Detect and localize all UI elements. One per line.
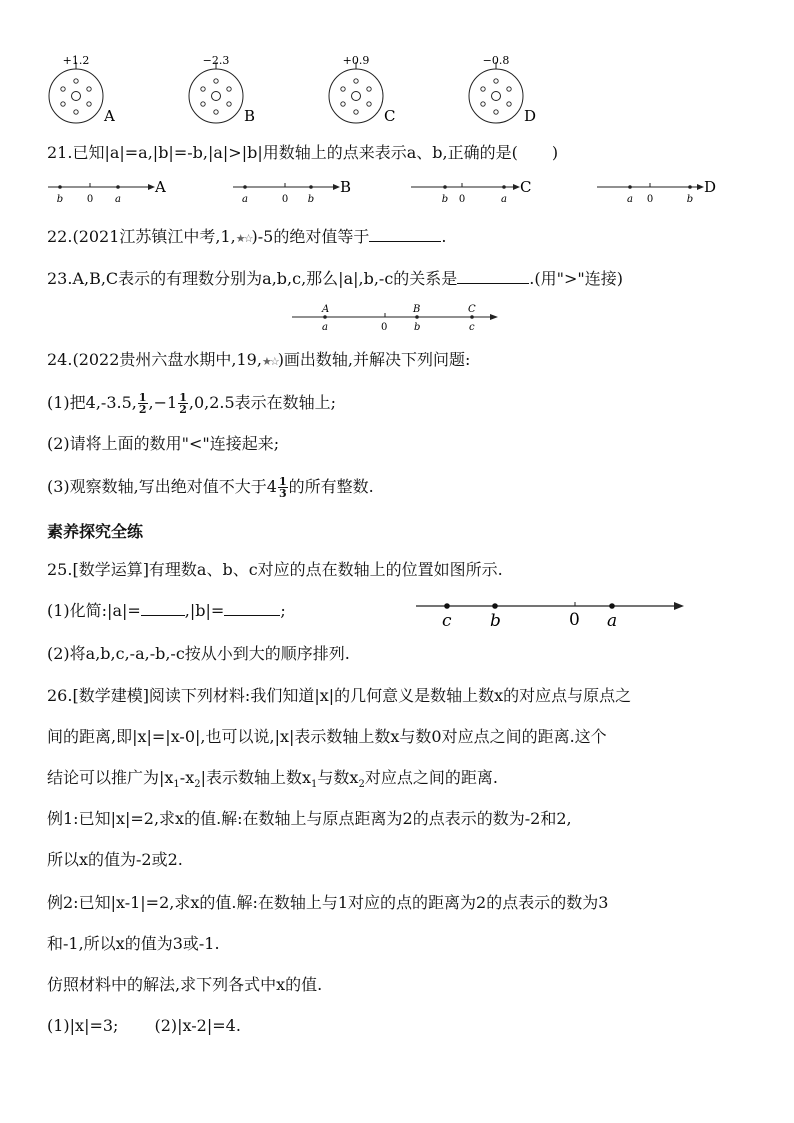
point-label: a xyxy=(627,194,633,205)
q26-line8: 仿照材料中的解法,求下列各式中x的值. xyxy=(47,975,323,994)
point-label: 0 xyxy=(281,194,289,205)
dial-1 xyxy=(49,54,115,125)
q21-option-A[interactable] xyxy=(48,178,166,205)
dial-center-hole xyxy=(492,92,501,101)
q25-label-c: c xyxy=(442,611,452,631)
dials-figure xyxy=(0,0,794,130)
q25-label-a: a xyxy=(607,611,618,631)
difficulty-star-icon: ★☆ xyxy=(261,355,278,368)
dial-hole xyxy=(354,79,358,83)
q22-answer-blank[interactable] xyxy=(369,227,441,242)
q23-label-a: a xyxy=(322,322,328,333)
fraction-one-half-b: $\frac{1}{2}$ xyxy=(179,391,187,416)
dial-hole xyxy=(367,102,371,106)
q25-text: 25.[数学运算]有理数a、b、c对应的点在数轴上的位置如图所示. xyxy=(47,560,503,579)
axis-arrow-icon xyxy=(333,184,340,190)
point-label: a xyxy=(242,194,248,205)
q25-abs-a-blank[interactable] xyxy=(141,601,185,616)
dial-hole xyxy=(354,110,358,114)
axis-arrow-icon xyxy=(513,184,520,190)
dial-value: +1.2 xyxy=(62,54,90,67)
q23-point-A: A xyxy=(322,304,330,315)
dial-hole xyxy=(481,87,485,91)
q26-line5: 所以x的值为-2或2. xyxy=(47,850,183,869)
dial-label: C xyxy=(384,107,396,125)
option-label: B xyxy=(340,178,352,196)
point-label: 0 xyxy=(646,194,654,205)
dial-hole xyxy=(341,87,345,91)
q23-answer-blank[interactable] xyxy=(457,269,529,284)
dial-hole xyxy=(214,79,218,83)
q23-point-B: B xyxy=(413,304,421,315)
q23-label-b: b xyxy=(414,322,421,333)
dial-value: −2.3 xyxy=(202,54,230,67)
dial-4 xyxy=(469,54,536,125)
point-label: a xyxy=(115,194,121,205)
option-label: D xyxy=(704,178,717,196)
q23-label-c: c xyxy=(469,322,475,333)
q24-part1: (1)把4,-3.5, $\frac{1}{2}$ ,−1 $\frac{1}{2}$ ,0,2.5表示在数轴上; xyxy=(47,391,337,416)
dial-hole xyxy=(74,110,78,114)
q24-part2: (2)请将上面的数用"<"连接起来; xyxy=(47,434,280,453)
axis-arrow-icon xyxy=(697,184,704,190)
axis-arrow-icon xyxy=(148,184,155,190)
q25-part1: (1)化简:|a|= ,|b|= ; xyxy=(47,601,286,620)
dial-center-hole xyxy=(212,92,221,101)
number-line-point xyxy=(628,185,632,189)
q23-text: 23.A,B,C表示的有理数分别为a,b,c,那么|a|,b,-c的关系是 .(用">"连接) xyxy=(47,269,623,288)
dial-label: D xyxy=(524,107,537,125)
point-label: 0 xyxy=(86,194,94,205)
number-line-point xyxy=(58,185,62,189)
q25-label-b: b xyxy=(490,611,501,631)
q25-abs-b-blank[interactable] xyxy=(224,601,280,616)
q24-part3: (3)观察数轴,写出绝对值不大于4 $\frac{1}{3}$ 的所有整数. xyxy=(47,475,374,500)
q24-text: 24.(2022贵州六盘水期中,19,★☆)画出数轴,并解决下列问题: xyxy=(47,350,471,369)
dial-center-hole xyxy=(72,92,81,101)
q22-text: 22.(2021江苏镇江中考,1,★☆)-5的绝对值等于 . xyxy=(47,227,447,246)
q21-option-B[interactable] xyxy=(233,178,351,205)
dial-hole xyxy=(341,102,345,106)
difficulty-star-icon: ★☆ xyxy=(235,232,252,245)
q21-option-D[interactable] xyxy=(597,178,716,205)
number-line-point xyxy=(502,185,506,189)
q23-point-C: C xyxy=(468,304,476,315)
q25-part2: (2)将a,b,c,-a,-b,-c按从小到大的顺序排列. xyxy=(47,644,350,663)
dial-hole xyxy=(507,102,511,106)
dial-hole xyxy=(227,87,231,91)
number-line-point xyxy=(243,185,247,189)
number-line-point xyxy=(443,185,447,189)
number-line-point xyxy=(309,185,313,189)
dial-hole xyxy=(61,87,65,91)
dial-hole xyxy=(201,102,205,106)
q21-options xyxy=(0,175,794,210)
number-line-point xyxy=(116,185,120,189)
dial-outer-circle xyxy=(469,69,523,123)
dial-hole xyxy=(494,79,498,83)
point-label: b xyxy=(441,194,449,205)
q26-line6: 例2:已知|x-1|=2,求x的值.解:在数轴上与1对应的点的距离为2的点表示的数为3 xyxy=(47,893,609,912)
dial-hole xyxy=(367,87,371,91)
q26-line9: (1)|x|=3; (2)|x-2|=4. xyxy=(47,1016,241,1035)
q25-number-line xyxy=(410,592,700,632)
point-label: a xyxy=(501,194,507,205)
dial-hole xyxy=(87,87,91,91)
q23-number-line xyxy=(280,300,510,336)
q26-line7: 和-1,所以x的值为3或-1. xyxy=(47,934,220,953)
dial-hole xyxy=(87,102,91,106)
point-label: b xyxy=(307,194,315,205)
q26-line2: 间的距离,即|x|=|x-0|,也可以说,|x|表示数轴上数x与数0对应点之间的距离.这个 xyxy=(47,727,607,746)
dial-hole xyxy=(61,102,65,106)
q26-line3: 结论可以推广为$|x_1-x_2|$表示数轴上数$x_1$与数$x_2$对应点之间的距离. xyxy=(47,768,498,791)
option-label: C xyxy=(520,178,532,196)
q26-line1: 26.[数学建模]阅读下列材料:我们知道|x|的几何意义是数轴上数x的对应点与原点之 xyxy=(47,686,632,705)
dial-hole xyxy=(214,110,218,114)
option-label: A xyxy=(155,178,166,196)
dial-hole xyxy=(227,102,231,106)
point-label: b xyxy=(686,194,694,205)
dial-center-hole xyxy=(352,92,361,101)
fraction-one-half: $\frac{1}{2}$ xyxy=(138,391,147,416)
q25-label-zero: 0 xyxy=(569,610,580,630)
dial-label: A xyxy=(104,107,115,125)
dial-hole xyxy=(507,87,511,91)
section-title: 素养探究全练 xyxy=(47,522,144,541)
q21-option-C[interactable] xyxy=(411,178,531,205)
point-label: b xyxy=(56,194,64,205)
dial-hole xyxy=(481,102,485,106)
dial-hole xyxy=(494,110,498,114)
dial-outer-circle xyxy=(49,69,103,123)
dial-outer-circle xyxy=(329,69,383,123)
number-line-point xyxy=(688,185,692,189)
q26-line4: 例1:已知|x|=2,求x的值.解:在数轴上与原点距离为2的点表示的数为-2和2, xyxy=(47,809,572,828)
dial-outer-circle xyxy=(189,69,243,123)
point-label: 0 xyxy=(458,194,466,205)
dial-hole xyxy=(74,79,78,83)
dial-hole xyxy=(201,87,205,91)
fraction-one-third: $\frac{1}{3}$ xyxy=(278,475,287,500)
q21-text: 21.已知|a|=a,|b|=-b,|a|>|b|用数轴上的点来表示a、b,正确的是( ) xyxy=(47,143,559,162)
dial-value: −0.8 xyxy=(482,54,510,67)
dial-3 xyxy=(329,54,395,125)
dial-value: +0.9 xyxy=(342,54,370,67)
dial-2 xyxy=(189,54,255,125)
dial-label: B xyxy=(244,107,256,125)
q23-label-zero: 0 xyxy=(381,322,388,333)
